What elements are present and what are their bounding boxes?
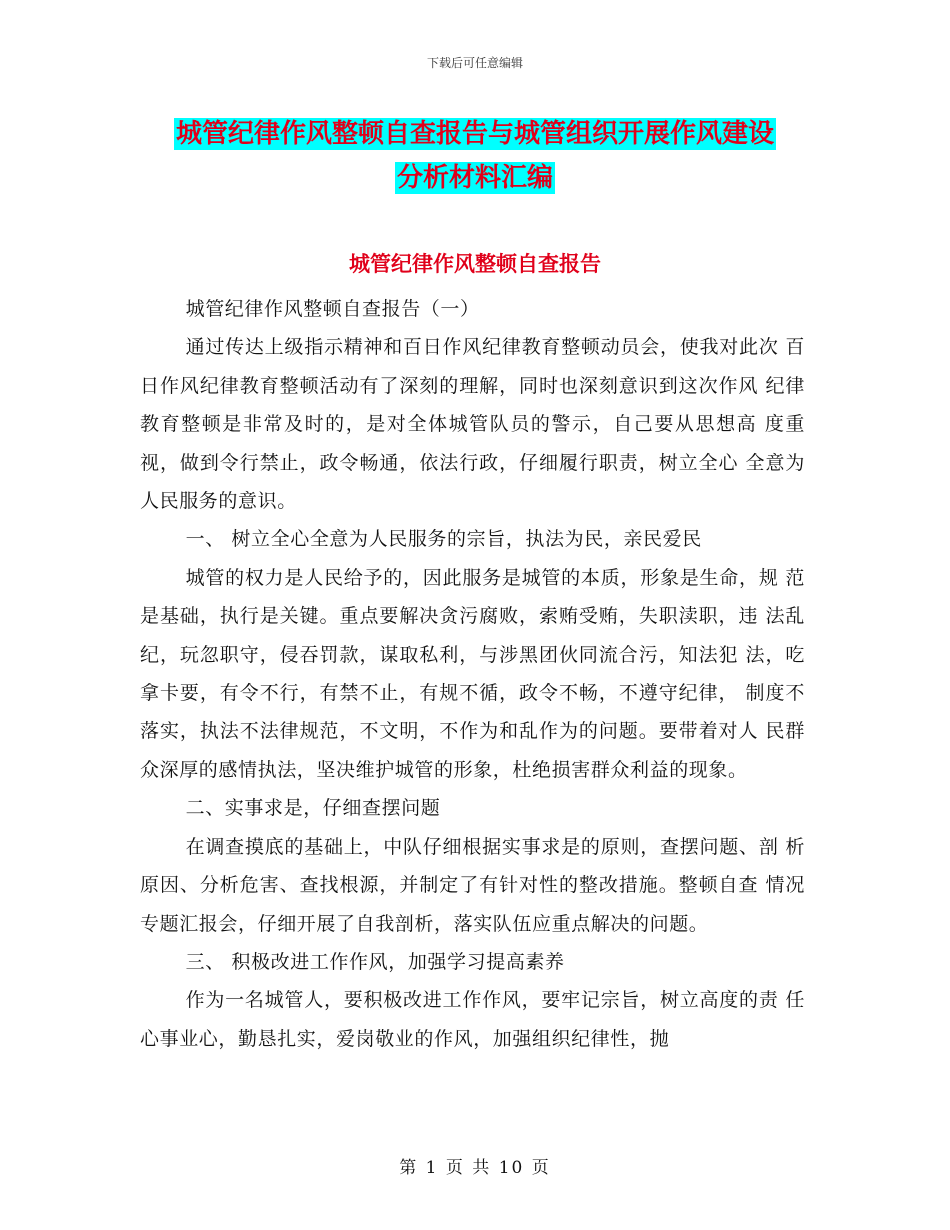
page-footer: 第 1 页 共 10 页 (399, 1158, 551, 1178)
title-line-2: 分析材料汇编 (396, 163, 553, 193)
header-note: 下载后可任意编辑 (426, 56, 523, 70)
paragraph: 作为一名城管人，要积极改进工作作风，要牢记宗旨，树立高度的责 任心事业心，勤恳扎实，爱岗敬业的作风，加强组织纪律性，抛 (140, 989, 805, 1050)
paragraph: 通过传达上级指示精神和百日作风纪律教育整顿动员会，使我对此次 百日作风纪律教育整顿活动有了深刻的理解，同时也深刻意识到这次作风 纪律教育整顿是非常及时的，是对全体城管队员的警示，自己要从思想高 度重视，做到令行禁止，政令畅通，依法行政，仔细履行职责，树立全心 全意为人民服务的意识。 (140, 336, 805, 513)
title-line-1: 城管纪律作风整顿自查报告与城管组织开展作风建设 (175, 119, 774, 149)
section-title: 城管纪律作风整顿自查报告 (349, 252, 601, 276)
paragraph-heading: 二、实事求是，仔细查摆问题 (185, 797, 441, 820)
document-title (140, 112, 810, 200)
document-body (140, 290, 805, 1058)
paragraph: 在调查摸底的基础上，中队仔细根据实事求是的原则，查摆问题、剖 析原因、分析危害、查找根源，并制定了有针对性的整改措施。整顿自查 情况专题汇报会，仔细开展了自我剖析，落实队伍应重点解决的问题。 (140, 835, 805, 935)
paragraph-heading: 三、 积极改进工作作风，加强学习提高素养 (185, 950, 565, 973)
paragraph: 城管纪律作风整顿自查报告（一） (185, 298, 480, 320)
paragraph-heading: 一、 树立全心全意为人民服务的宗旨，执法为民，亲民爱民 (185, 528, 702, 551)
paragraph: 城管的权力是人民给予的，因此服务是城管的本质，形象是生命，规 范是基础，执行是关键。重点要解决贪污腐败，索贿受贿，失职渎职，违 法乱纪，玩忽职守，侵吞罚款，谋取私利，与涉黑团伙同流合污，知法犯 法，吃拿卡要，有令不行，有禁不止，有规不循，政令不畅，不遵守纪律， 制度不落实，执法不法律规范，不文明，不作为和乱作为的问题。要带着对人 民群众深厚的感情执法，坚决维护城管的形象，杜绝损害群众利益的现象。 (140, 566, 805, 781)
